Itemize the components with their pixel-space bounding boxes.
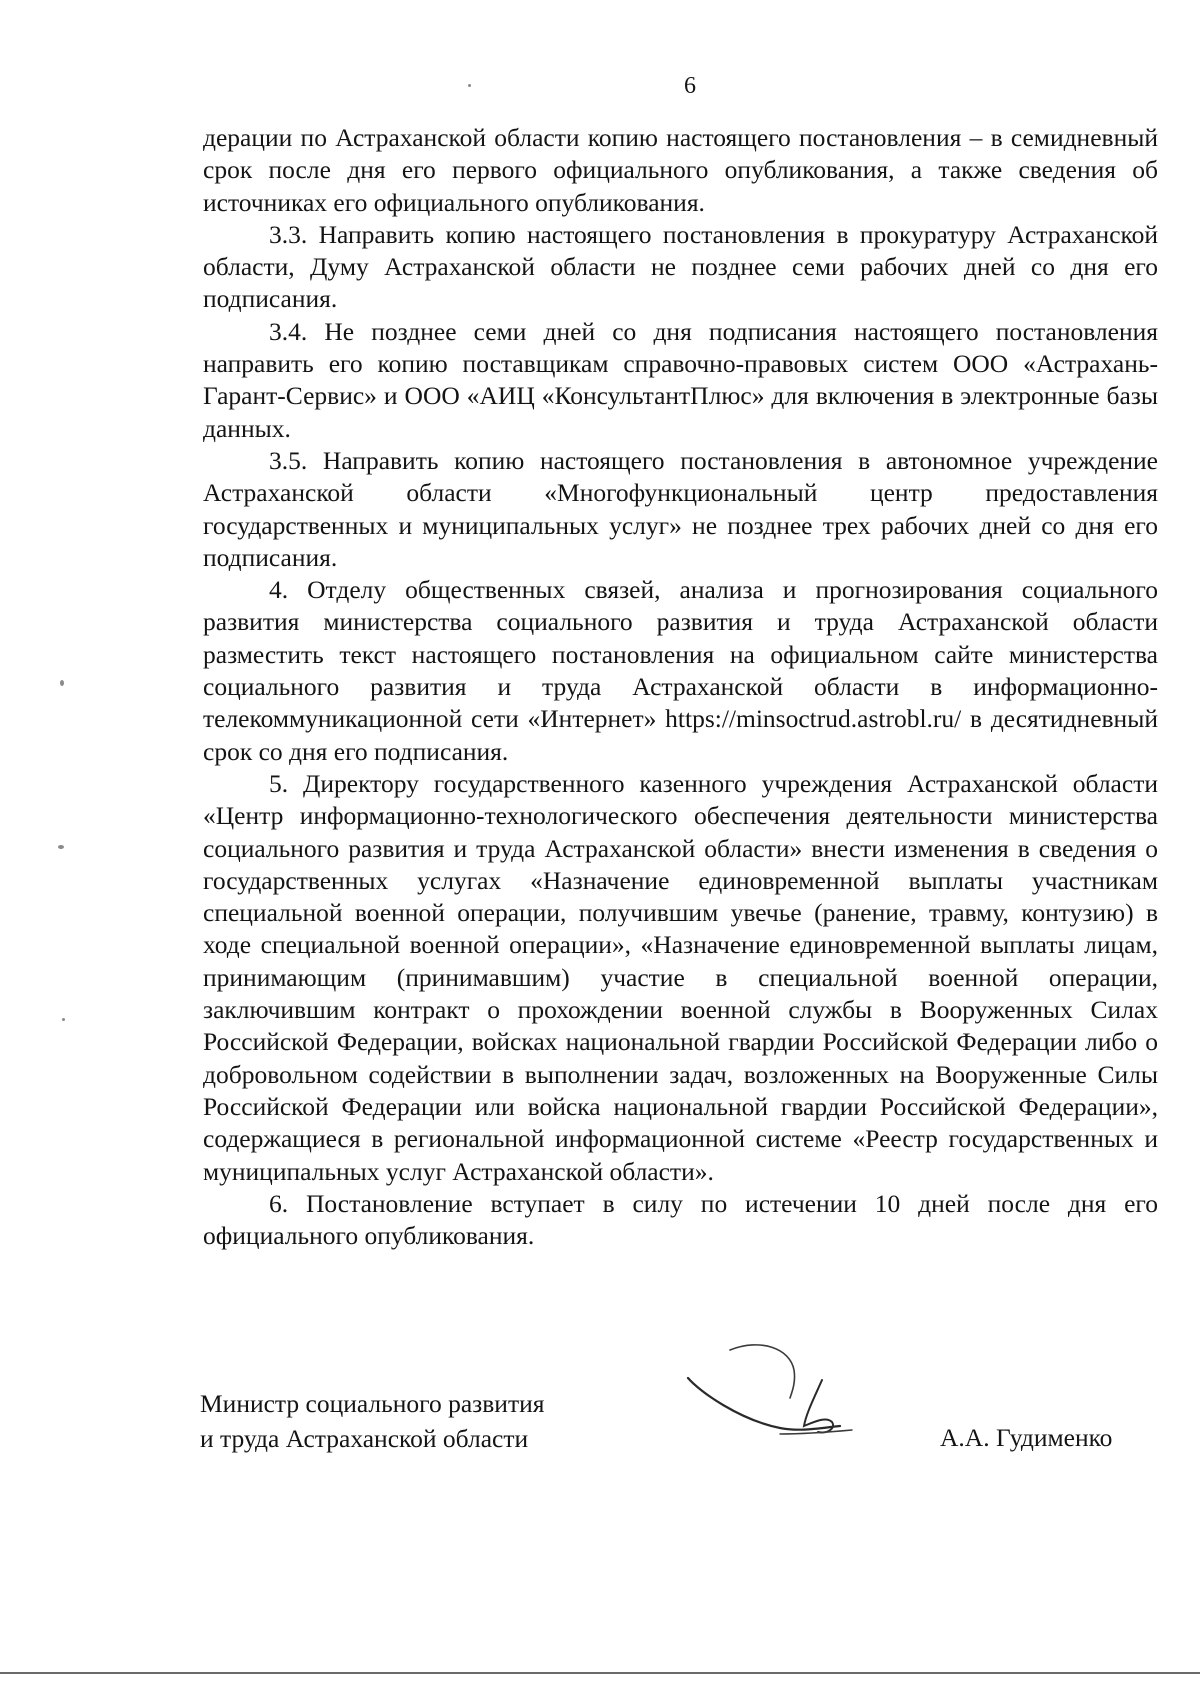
- page-bottom-edge: [0, 1672, 1200, 1674]
- paragraph-6: 6. Постановление вступает в силу по истечении 10 дней после дня его официального опубликования.: [203, 1188, 1158, 1251]
- signatory-name: А.А. Гудименко: [940, 1423, 1113, 1452]
- scan-artifact: [62, 1018, 65, 1021]
- scan-artifact: [60, 680, 64, 686]
- signatory-position-line-2: и труда Астраханской области: [200, 1424, 529, 1453]
- signatory-position: [200, 1386, 620, 1456]
- paragraph-3-4: 3.4. Не позднее семи дней со дня подписания настоящего постановления направить его копию поставщикам справочно-правовых систем ООО «Астрахань-Гарант-Сервис» и ООО «АИЦ «КонсультантПлюс» для включения в электронные базы данных.: [203, 316, 1158, 443]
- paragraph-3-5: 3.5. Направить копию настоящего постановления в автономное учреждение Астраханской области «Многофункциональный центр предоставления государственных и муниципальных услуг» не позднее трех рабочих дней со дня его подписания.: [203, 445, 1158, 572]
- paragraph-3-3: 3.3. Направить копию настоящего постановления в прокуратуру Астраханской области, Думу Астраханской области не позднее семи рабочих дней со дня его подписания.: [203, 219, 1158, 314]
- page-number: 6: [684, 73, 696, 99]
- document-body: [203, 122, 1158, 1252]
- paragraph-4: 4. Отделу общественных связей, анализа и прогнозирования социального развития министерства социального развития и труда Астраханской области разместить текст настоящего постановления на официальном сайте министерства социального развития и труда Астраханской области в информационно-телекоммуникационной сети «Интернет» https://minsoctrud.astrobl.ru/ в десятидневный срок со дня его подписания.: [203, 575, 1158, 766]
- scan-artifact: [468, 84, 471, 87]
- scan-artifact: [58, 845, 64, 849]
- paragraph-continuation: дерации по Астраханской области копию настоящего постановления – в семидневный срок после дня его первого официального опубликования, а также сведения об источниках его официального опубликования.: [203, 123, 1158, 217]
- paragraph-5: 5. Директору государственного казенного учреждения Астраханской области «Центр информационно-технологического обеспечения деятельности министерства социального развития и труда Астраханской области» внести изменения в сведения о государственных услугах «Назначение единовременной выплаты участникам специальной военной операции, получившим увечье (ранение, травму, контузию) в ходе специальной военной операции», «Назначение единовременной выплаты лицам, принимающим (принимавшим) участие в специальной военной операции, заключившим контракт о прохождении военной службы в Вооруженных Силах Российской Федерации, войсках национальной гвардии Российской Федерации либо о добровольном содействии в выполнении задач, возложенных на Вооруженные Силы Российской Федерации или войска национальной гвардии Российской Федерации», содержащиеся в региональной информационной системе «Реестр государственных и муниципальных услуг Астраханской области».: [203, 768, 1158, 1186]
- signatory-position-line-1: Министр социального развития: [200, 1389, 545, 1418]
- handwritten-signature: [680, 1330, 860, 1450]
